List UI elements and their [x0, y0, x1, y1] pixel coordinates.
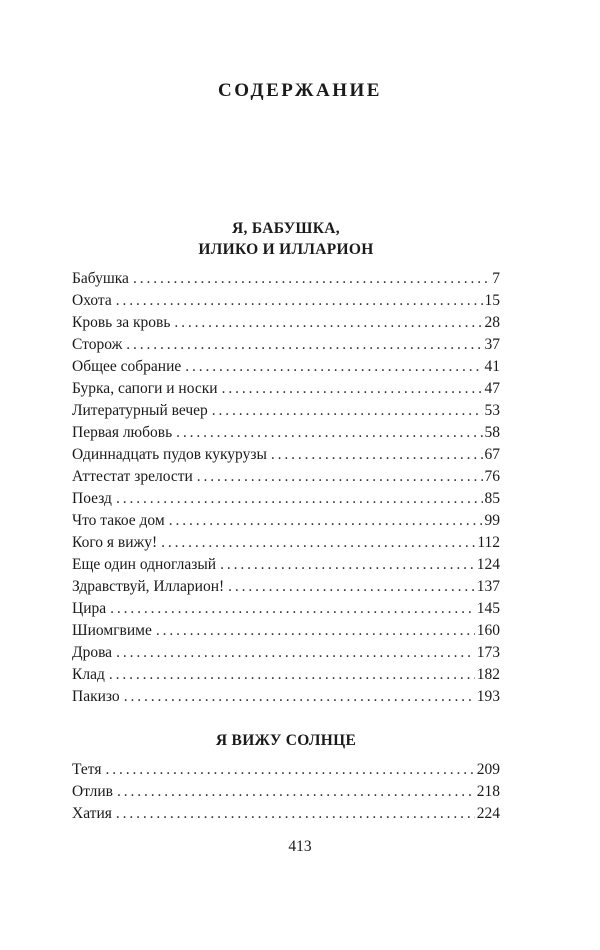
toc-entry	[72, 620, 500, 642]
toc-entry-title: Общее собрание	[72, 358, 182, 375]
toc-entry	[72, 422, 500, 444]
toc-entry-title: Здравствуй, Илларион!	[72, 578, 225, 595]
toc-entry-title: Отлив	[72, 783, 113, 800]
toc-entry	[72, 312, 500, 334]
toc-entry-title: Поезд	[72, 490, 112, 507]
toc-entry-page-number: 28	[484, 314, 500, 331]
dot-leader	[228, 576, 475, 598]
dot-leader	[185, 356, 482, 378]
toc-section-ya-vizhu-solntse	[72, 730, 500, 825]
toc-entry-page-number: 160	[476, 622, 500, 639]
toc-entry-page-number: 85	[484, 490, 500, 507]
toc-entry-title: Первая любовь	[72, 424, 173, 441]
toc-entry	[72, 334, 500, 356]
dot-leader	[271, 444, 483, 466]
section-title	[72, 218, 500, 260]
toc-entry-page-number: 209	[476, 761, 500, 778]
section-title-line: ИЛИКО И ИЛЛАРИОН	[198, 241, 374, 258]
toc-entry-title: Шиомгвиме	[72, 622, 152, 639]
section-title	[72, 730, 500, 751]
toc-entry-page-number: 145	[476, 600, 500, 617]
toc-entry	[72, 378, 500, 400]
dot-leader	[105, 759, 474, 781]
toc-entry-page-number: 218	[476, 783, 500, 800]
toc-entry-title: Бабушка	[72, 270, 129, 287]
toc-entry-title: Бурка, сапоги и носки	[72, 380, 218, 397]
toc-entry-title: Кого я вижу!	[72, 534, 158, 551]
dot-leader	[156, 620, 475, 642]
dot-leader	[110, 598, 475, 620]
toc-entry-title: Литературный вечер	[72, 402, 208, 419]
toc-entry	[72, 803, 500, 825]
dot-leader	[116, 803, 475, 825]
dot-leader	[116, 488, 483, 510]
toc-entry-title: Еще один одноглазый	[72, 556, 217, 573]
dot-leader	[116, 642, 475, 664]
dot-leader	[161, 532, 475, 554]
toc-entry-page-number: 76	[484, 468, 500, 485]
toc-entry-title: Цира	[72, 600, 107, 617]
toc-entry-title: Охота	[72, 292, 112, 309]
toc-entry	[72, 510, 500, 532]
toc-entry	[72, 598, 500, 620]
toc-entry-page-number: 137	[476, 578, 500, 595]
toc-entry-title: Тетя	[72, 761, 102, 778]
toc-entry	[72, 444, 500, 466]
dot-leader	[117, 781, 475, 803]
toc-entry-page-number: 112	[477, 534, 500, 551]
toc-entry-page-number: 193	[476, 688, 500, 705]
toc-entry-title: Хатия	[72, 805, 112, 822]
toc-entry-title: Пакизо	[72, 688, 120, 705]
toc-entry-title: Аттестат зрелости	[72, 468, 193, 485]
toc-entry	[72, 781, 500, 803]
toc-entry-page-number: 224	[476, 805, 500, 822]
dot-leader	[220, 554, 475, 576]
toc-entry-page-number: 99	[484, 512, 500, 529]
dot-leader	[126, 334, 482, 356]
page-title: СОДЕРЖАНИЕ	[218, 80, 382, 101]
toc-entry	[72, 290, 500, 312]
dot-leader	[174, 312, 482, 334]
toc-entry-title: Одиннадцать пудов кукурузы	[72, 446, 267, 463]
toc-entry-page-number: 67	[484, 446, 500, 463]
dot-leader	[197, 466, 483, 488]
toc-section-ya-babushka	[72, 218, 500, 708]
dot-leader	[116, 290, 483, 312]
dot-leader	[222, 378, 483, 400]
dot-leader	[124, 686, 475, 708]
toc-entry-page-number: 58	[484, 424, 500, 441]
toc-entry-page-number: 124	[476, 556, 500, 573]
toc-entry	[72, 400, 500, 422]
toc-entry	[72, 466, 500, 488]
toc-entry-title: Дрова	[72, 644, 113, 661]
toc-entry	[72, 664, 500, 686]
toc-entry	[72, 554, 500, 576]
toc-entry-title: Клад	[72, 666, 105, 683]
toc-entry-page-number: 53	[484, 402, 500, 419]
dot-leader	[176, 422, 482, 444]
toc-list	[72, 268, 500, 708]
toc-entry	[72, 488, 500, 510]
toc-entry-title: Что такое дом	[72, 512, 165, 529]
toc-entry	[72, 268, 500, 290]
dot-leader	[169, 510, 483, 532]
toc-entry-title: Сторож	[72, 336, 123, 353]
toc-entry-page-number: 15	[484, 292, 500, 309]
toc-entry-page-number: 173	[476, 644, 500, 661]
toc-entry	[72, 686, 500, 708]
toc-entry	[72, 642, 500, 664]
toc-entry	[72, 576, 500, 598]
toc-entry-page-number: 37	[484, 336, 500, 353]
page-number: 413	[288, 838, 312, 855]
toc-entry-page-number: 7	[492, 270, 500, 287]
toc-entry-page-number: 41	[484, 358, 500, 375]
toc-entry	[72, 759, 500, 781]
toc-entry	[72, 356, 500, 378]
dot-leader	[109, 664, 475, 686]
toc-list	[72, 759, 500, 825]
section-title-line: Я ВИЖУ СОЛНЦЕ	[215, 732, 357, 749]
toc-entry-page-number: 182	[476, 666, 500, 683]
dot-leader	[212, 400, 483, 422]
section-title-line: Я, БАБУШКА,	[232, 220, 340, 237]
toc-entry	[72, 532, 500, 554]
toc-entry-page-number: 47	[484, 380, 500, 397]
dot-leader	[133, 268, 490, 290]
toc-entry-title: Кровь за кровь	[72, 314, 171, 331]
